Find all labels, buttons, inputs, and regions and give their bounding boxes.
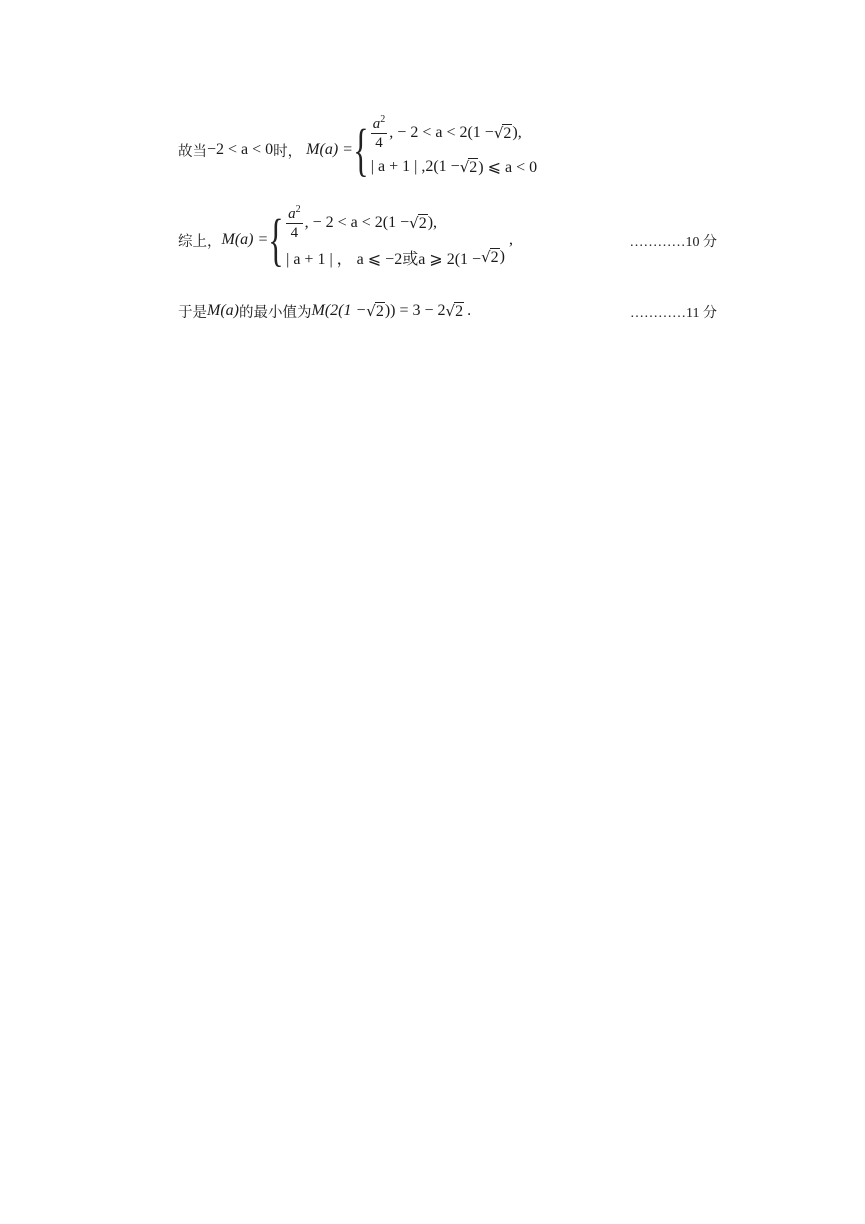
sqrt-radicand: 2: [455, 302, 464, 320]
line2-prefix: 综上，: [178, 233, 222, 250]
case-1: [371, 116, 537, 150]
line1-suffix: 时，: [273, 143, 303, 160]
sqrt-radicand: 2: [503, 124, 512, 142]
fraction: [371, 115, 388, 151]
conclusion-line: [178, 298, 471, 324]
radical-icon: √: [409, 213, 419, 232]
case2-condition: ): [499, 248, 505, 265]
line3-func: M(a): [207, 302, 239, 319]
sqrt: [481, 248, 500, 267]
frac-exp: 2: [380, 114, 386, 125]
score-dots: …………: [630, 306, 687, 321]
line3-expr-a: M(2(1 −: [311, 302, 367, 319]
case-2: [371, 150, 537, 184]
case-line-2: [178, 200, 513, 280]
sqrt: [460, 158, 479, 177]
case-1: [286, 206, 505, 240]
sqrt: [446, 302, 465, 321]
sqrt: [494, 124, 513, 143]
sqrt-radicand: 2: [469, 158, 478, 176]
score-10: [630, 231, 718, 251]
sqrt-radicand: 2: [418, 214, 427, 232]
case2-expression: | a + 1 | ,2(1 −: [370, 158, 460, 175]
frac-exp: 2: [295, 204, 301, 215]
frac-num: a: [288, 206, 296, 222]
case-2: [286, 240, 505, 274]
left-brace: {: [268, 207, 284, 272]
case1-condition-end: ),: [512, 124, 522, 141]
line1-lhs: M(a) =: [306, 141, 353, 158]
line2-lhs: M(a) =: [221, 231, 269, 248]
line3-mid: 的最小值为: [238, 304, 312, 321]
fraction: [286, 205, 303, 241]
line1-prefix: 故当: [178, 143, 207, 160]
piecewise-cases-2: [286, 206, 505, 274]
case1-condition-end: ),: [427, 214, 438, 231]
frac-den: 4: [375, 135, 383, 151]
case1-condition: , − 2 < a < 2(1 −: [389, 124, 494, 141]
radical-icon: √: [366, 301, 376, 320]
line1-condition: −2 < a < 0: [207, 141, 274, 158]
score-label: 11 分: [686, 306, 717, 321]
frac-num: a: [372, 116, 381, 132]
line3-end: .: [467, 302, 472, 319]
radical-icon: √: [445, 301, 456, 320]
score-label: 10 分: [685, 235, 717, 250]
case2-expression: | a + 1 | ， a ⩽ −2或a ⩾ 2(1 −: [286, 250, 482, 268]
radical-icon: √: [493, 123, 504, 142]
trailing-comma: ,: [508, 231, 513, 248]
score-11: [630, 302, 717, 322]
case1-condition: , − 2 < a < 2(1 −: [304, 214, 410, 231]
score-dots: …………: [629, 235, 686, 250]
piecewise-cases-1: [371, 116, 537, 184]
sqrt-radicand: 2: [490, 248, 499, 266]
sqrt-radicand: 2: [375, 302, 384, 320]
line3-prefix: 于是: [178, 304, 207, 321]
radical-icon: √: [481, 247, 491, 266]
case2-condition: ) ⩽ a < 0: [478, 159, 538, 176]
frac-den: 4: [290, 225, 299, 241]
left-brace: {: [353, 117, 369, 182]
sqrt: [366, 302, 385, 321]
case-line-1: [178, 110, 537, 190]
line3-expr-b: )) = 3 − 2: [384, 302, 446, 319]
radical-icon: √: [459, 157, 470, 176]
sqrt: [409, 214, 428, 233]
